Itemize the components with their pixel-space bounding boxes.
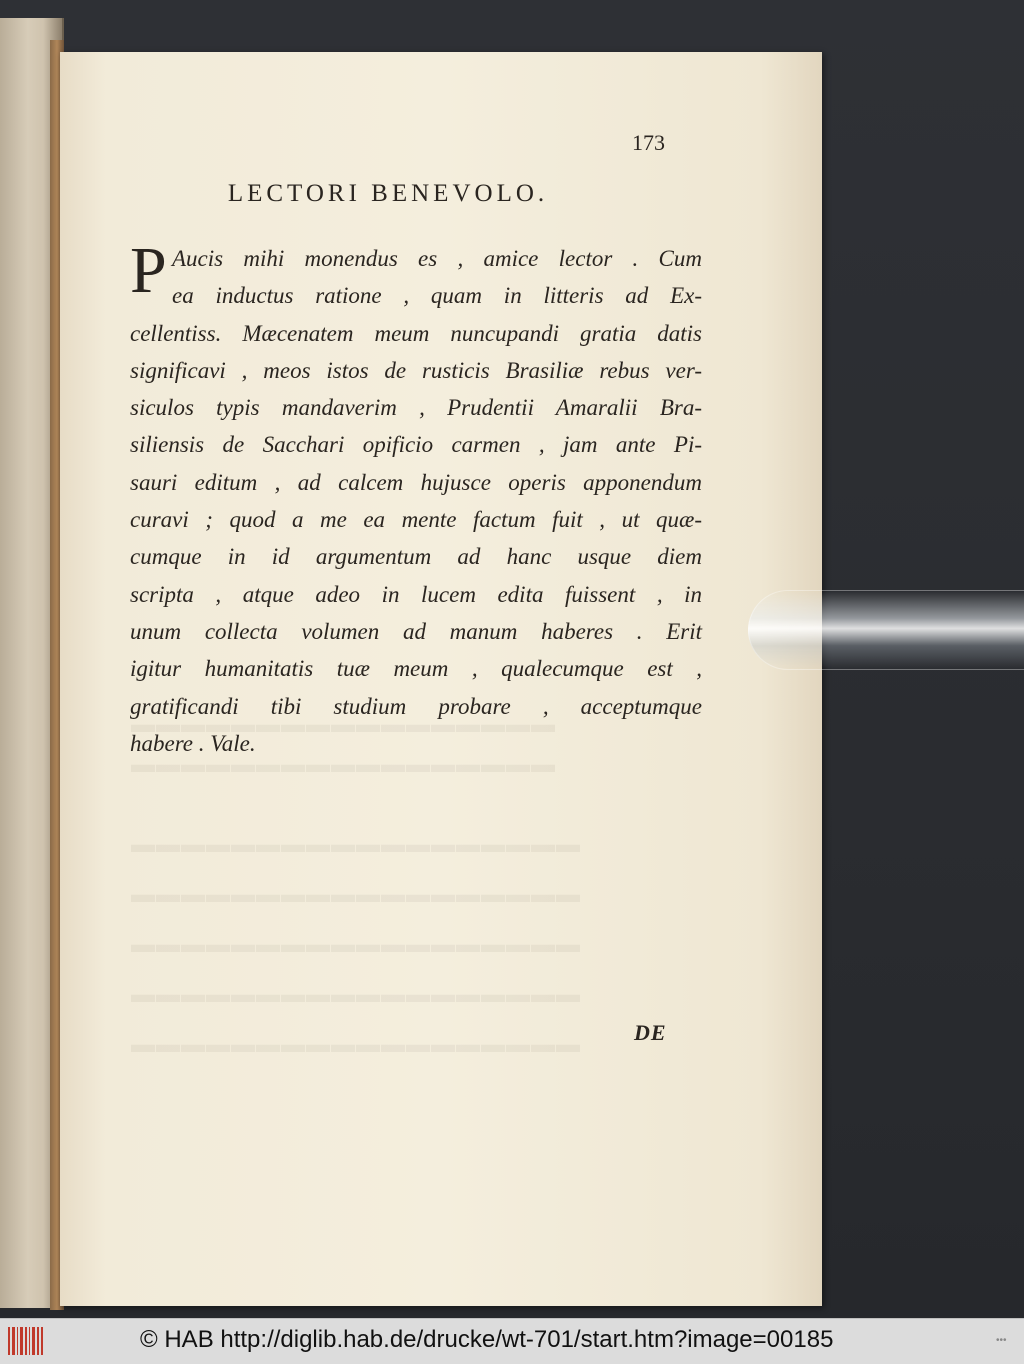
catchword: DE xyxy=(634,1020,667,1045)
barcode-logo-icon xyxy=(8,1327,44,1355)
text-line: Aucis mihi monendus es , amice lector . Cum xyxy=(172,246,702,271)
show-through: ▬▬▬▬▬▬▬▬▬▬▬▬▬▬▬▬▬▬ xyxy=(130,982,580,1008)
show-through: ▬▬▬▬▬▬▬▬▬▬▬▬▬▬▬▬▬ xyxy=(130,712,555,738)
drop-capital: P xyxy=(130,234,167,307)
text-line: igitur humanitatis tuæ meum , qualecumque est , xyxy=(130,656,702,682)
text-line: cumque in id argumentum ad hanc usque diem xyxy=(130,544,702,570)
text-line: gratificandi tibi studium probare , acceptumque xyxy=(130,693,702,719)
copyright-url: © HAB http://diglib.hab.de/drucke/wt-701/start.htm?image=00185 xyxy=(140,1326,834,1353)
show-through: ▬▬▬▬▬▬▬▬▬▬▬▬▬▬▬▬▬▬ xyxy=(130,832,580,858)
text-line: scripta , atque adeo in lucem edita fuissent , in xyxy=(130,581,702,607)
page-heading: LECTORI BENEVOLO. xyxy=(227,180,549,207)
text-line: cellentiss. Mæcenatem meum nuncupandi gratia datis xyxy=(130,320,702,346)
text-line: siliensis de Sacchari opificio carmen , jam ante Pi- xyxy=(130,432,702,458)
show-through: ▬▬▬▬▬▬▬▬▬▬▬▬▬▬▬▬▬▬ xyxy=(130,882,580,908)
show-through: ▬▬▬▬▬▬▬▬▬▬▬▬▬▬▬▬▬ xyxy=(130,752,555,778)
text-line: siculos typis mandaverim , Prudentii Amaralii Bra- xyxy=(130,395,702,421)
footer-bar xyxy=(0,1318,1024,1364)
page-number: 173 xyxy=(632,130,665,155)
glass-page-weight xyxy=(748,590,1024,670)
text-line: habere . Vale. xyxy=(130,730,256,756)
text-line: significavi , meos istos de rusticis Brasiliæ rebus ver- xyxy=(130,357,702,383)
text-line: unum collecta volumen ad manum haberes . Erit xyxy=(130,618,702,644)
show-through: ▬▬▬▬▬▬▬▬▬▬▬▬▬▬▬▬▬▬ xyxy=(130,932,580,958)
show-through: ▬▬▬▬▬▬▬▬▬▬▬▬▬▬▬▬▬▬ xyxy=(130,1032,580,1058)
body-text xyxy=(130,234,702,762)
text-line: curavi ; quod a me ea mente factum fuit , ut quæ- xyxy=(130,507,702,533)
more-dots-icon: ••• xyxy=(996,1335,1007,1346)
text-line: sauri editum , ad calcem hujusce operis apponendum xyxy=(130,469,702,495)
text-line: ea inductus ratione , quam in litteris ad Ex- xyxy=(172,283,702,309)
